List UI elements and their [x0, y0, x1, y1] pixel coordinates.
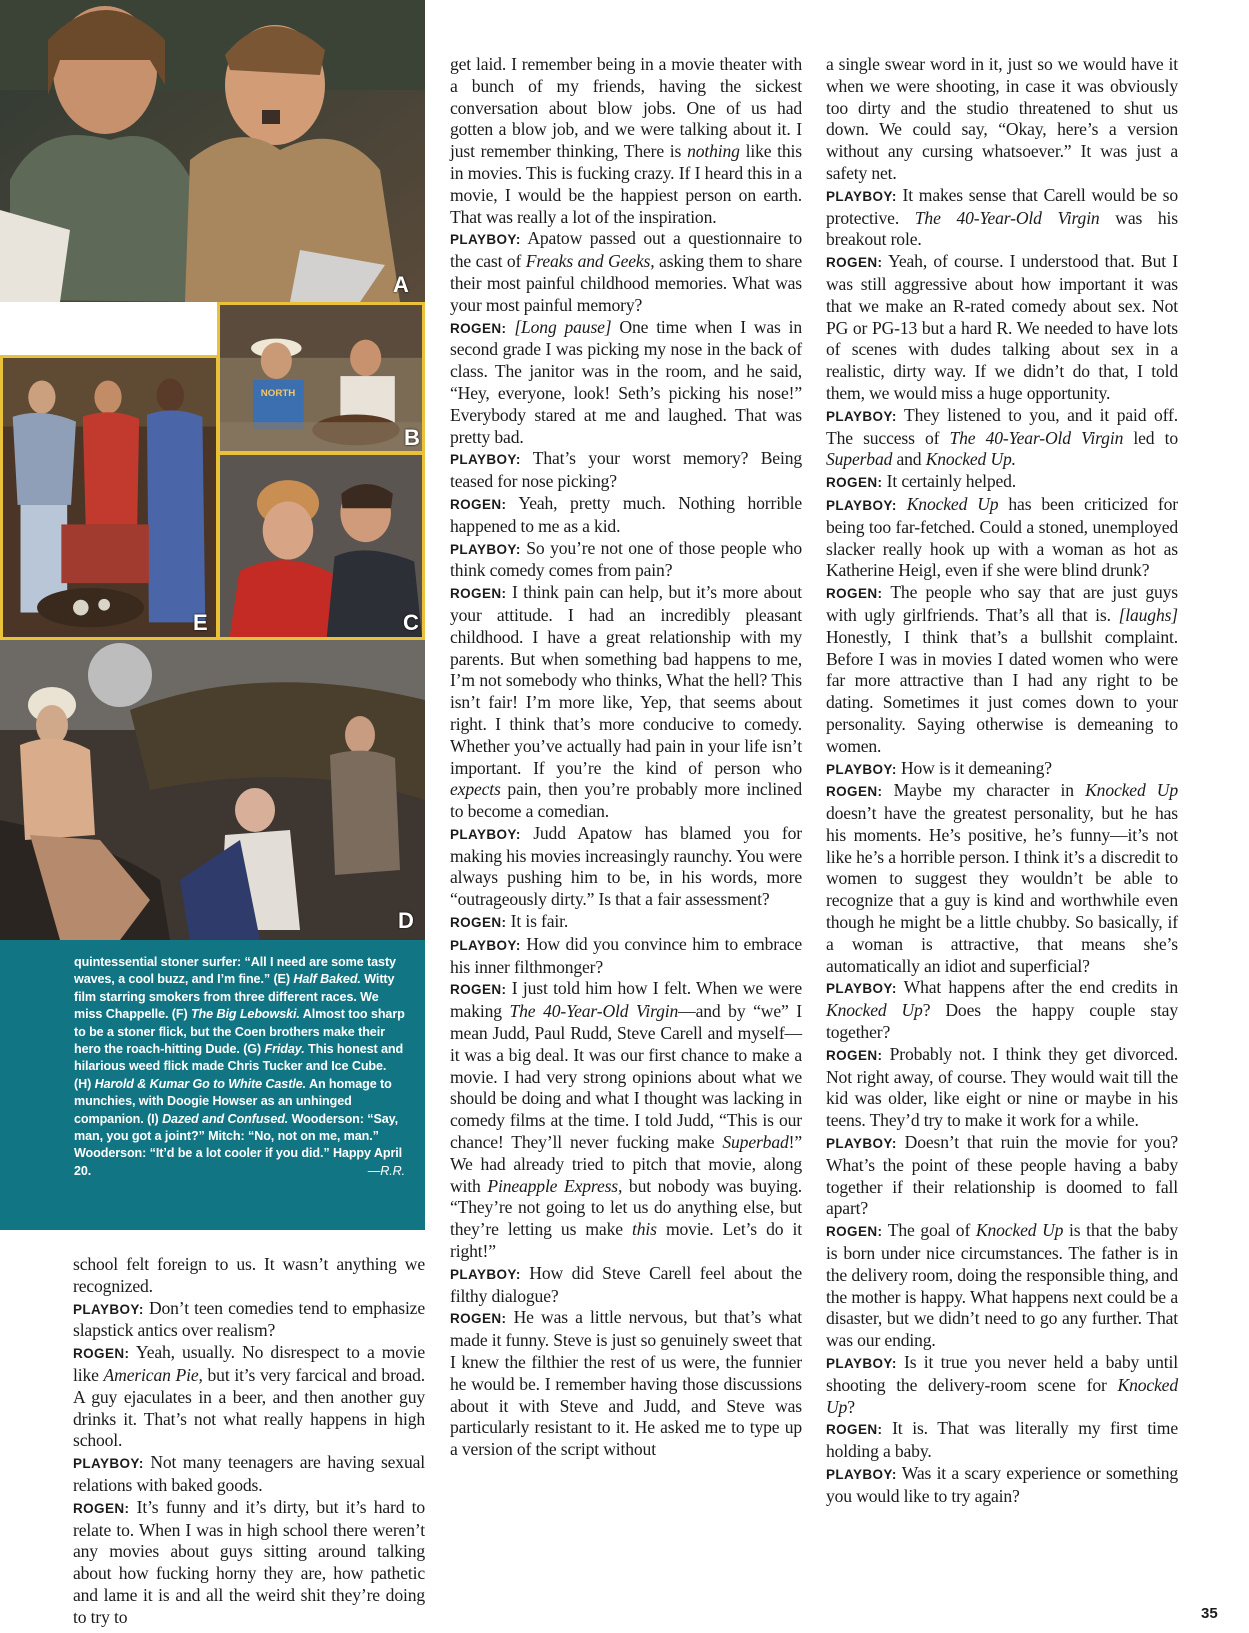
- col2-answer: [450, 1307, 802, 1461]
- speaker-playboy: PLAYBOY:: [826, 188, 897, 204]
- stage-direction: [laughs]: [1118, 604, 1178, 625]
- speaker-rogen: ROGEN:: [450, 496, 507, 512]
- answer-text: is that the baby is born under nice circumstances. The father is in the delivery room, doing the responsible thing, and the mother is happy. What happens next could be a disaster, but we didn’t need to go any further. That was our ending.: [826, 1220, 1178, 1351]
- question-text: has been criticized for being too far-fetched. Could a stoned, unemployed slacker really hook up with a woman as hot as Katherine Heigl, even if she were blind drunk?: [826, 493, 1178, 581]
- photo-e: [0, 355, 219, 640]
- body-text: like this in movies. This is fucking crazy. If I heard this in a movie, I would be the happiest person on earth. That was really a lot of the inspiration.: [450, 141, 802, 227]
- col3-answer: [826, 471, 1178, 494]
- film-title: The 40-Year-Old Virgin: [509, 1001, 679, 1022]
- question-text: was his breakout role.: [826, 207, 1178, 250]
- column-2: [450, 54, 802, 1461]
- speaker-playboy: PLAYBOY:: [826, 1467, 897, 1482]
- col3-answer: [826, 1418, 1178, 1463]
- speaker-rogen: ROGEN:: [73, 1346, 130, 1362]
- question-text: What happens after the end credits in: [896, 977, 1178, 998]
- speaker-playboy: PLAYBOY:: [450, 232, 521, 248]
- col3-question: [826, 758, 1178, 781]
- photo-label-d: D: [398, 908, 414, 933]
- sidebar-title-f: The Big Lebowski.: [190, 1007, 300, 1022]
- answer-text: Honestly, I think that’s a bullshit complaint. Before I was in movies I dated women who were far more attractive than I had any right to be dating. Sometimes it just comes down to your personality. Saying otherwise is demeaning to women.: [826, 626, 1178, 756]
- answer-text: Yeah, usually. No disrespect to a movie like: [73, 1342, 425, 1385]
- col1-paragraph: school felt foreign to us. It wasn’t anything we recognized.: [73, 1254, 425, 1296]
- speaker-rogen: ROGEN:: [826, 586, 883, 602]
- sidebar-title-g: Friday.: [264, 1042, 305, 1057]
- column-3: [826, 54, 1178, 1508]
- photo-b: [217, 302, 425, 454]
- answer-text: I think pain can help, but it’s more about your attitude. I had an incredibly pleasant childhood. I have a great relationship with my parents. But when something bad happens to me, I’m not somebody who thinks, What the hell? This isn’t fair! I’m more like, Yep, that seems about right. I think that’s more conducive to comedy. Whether you’ve actually had pain in your life isn’t important. If you’re the kind of person who: [450, 582, 802, 778]
- speaker-playboy: PLAYBOY:: [450, 1266, 521, 1282]
- col2-answer: [450, 911, 802, 934]
- speaker-rogen: ROGEN:: [450, 1311, 507, 1327]
- question-text: So you’re not one of those people who think comedy comes from pain?: [450, 537, 802, 581]
- answer-text: doesn’t have the greatest personality, but he has his moments. He’s positive, he’s funny—it’s not like he’s a horrible person. I think it’s a discredit to women to suggest they wouldn’t be able to recognize that a guy is kind and worthwhile even though he might be a little chubby. So basically, if a woman is attractive, that means she’s automatically an idiot and superficial?: [826, 803, 1178, 976]
- question-text: How did you convince him to embrace his inner filthmonger?: [450, 933, 802, 977]
- answer-text: The goal of: [882, 1220, 976, 1241]
- question-text: Not many teenagers are having sexual relations with baked goods.: [73, 1452, 425, 1495]
- photo-label-a: A: [393, 272, 409, 297]
- film-title: The 40-Year-Old Virgin: [914, 207, 1100, 228]
- speaker-playboy: PLAYBOY:: [826, 408, 897, 424]
- col1-answer: [73, 1342, 425, 1452]
- sidebar-signature: —R.R.: [367, 1163, 405, 1178]
- col3-paragraph: a single swear word in it, just so we would have it when we were shooting, in case it was obviously too dirty and the studio threatened to shut us down. We could say, “Okay, here’s a version without any cursing whatsoever.” It was just a safety net.: [826, 54, 1178, 183]
- speaker-rogen: ROGEN:: [826, 784, 883, 800]
- col1-answer: [73, 1497, 425, 1629]
- answer-text: The people who say that are just guys with ugly girlfriends. That’s all that is.: [826, 582, 1178, 625]
- film-title: Superbad: [826, 449, 893, 470]
- question-text: How is it demeaning?: [896, 757, 1052, 778]
- sidebar-title-h: Harold & Kumar Go to White Castle.: [94, 1076, 307, 1091]
- answer-text: It’s funny and it’s dirty, but it’s hard to relate to. When I was in high school there weren’t any movies about guys sitting around talking about how fucking horny they are, how pathetic and lame it is and all the weird shit they’re doing to try to: [73, 1496, 425, 1627]
- col2-question: [450, 228, 802, 316]
- col2-paragraph: [450, 54, 802, 228]
- stage-direction: [Long pause]: [514, 316, 612, 337]
- question-text: asking them to share their most painful childhood memories. What was your most painful memory?: [450, 251, 802, 315]
- film-title: Knocked Up: [906, 493, 999, 514]
- emphasis: nothing: [687, 141, 740, 162]
- question-text: Is it true you never held a baby until shooting the delivery-room scene for: [826, 1352, 1178, 1395]
- film-title: The 40-Year-Old Virgin: [949, 427, 1124, 448]
- photo-d: [0, 640, 425, 940]
- col1-question: [73, 1298, 425, 1343]
- col2-question: [450, 934, 802, 979]
- col3-question: [826, 405, 1178, 471]
- col3-answer: [826, 582, 1178, 757]
- photo-label-b: B: [404, 425, 420, 450]
- photo-c: [217, 452, 425, 640]
- question-text: Apatow passed out a questionnaire to the cast of: [450, 228, 802, 272]
- answer-text: It is fair.: [506, 911, 569, 932]
- col2-answer: [450, 493, 802, 538]
- question-text: Don’t teen comedies tend to emphasize slapstick antics over realism?: [73, 1297, 425, 1341]
- speaker-playboy: PLAYBOY:: [450, 826, 521, 842]
- question-text: Judd Apatow has blamed you for making his movies increasingly raunchy. You were always pushing him to be, in his words, more “outrageously dirty.” Is that a fair assessment?: [450, 822, 802, 910]
- col3-answer: [826, 251, 1178, 405]
- speaker-rogen: ROGEN:: [450, 586, 507, 602]
- col3-question: [826, 1352, 1178, 1418]
- col2-question: [450, 823, 802, 911]
- emphasis: this: [632, 1219, 657, 1240]
- col3-question: [826, 494, 1178, 582]
- answer-text: !” We had already tried to pitch that movie, along with: [450, 1132, 802, 1196]
- speaker-playboy: PLAYBOY:: [73, 1301, 144, 1317]
- sidebar-title-i: Dazed and Confused.: [162, 1111, 289, 1126]
- col2-answer: [450, 317, 802, 449]
- col2-question: [450, 448, 802, 493]
- photo-a: [0, 0, 425, 302]
- photo-label-e: E: [193, 610, 208, 635]
- caption-sidebar: [0, 940, 425, 1230]
- col2-answer: [450, 978, 802, 1262]
- speaker-rogen: ROGEN:: [826, 475, 883, 491]
- question-text: Doesn’t that ruin the movie for you? What’s the point of these people having a baby together if their relationship is doomed to fall apart?: [826, 1132, 1178, 1219]
- col2-question: [450, 538, 802, 583]
- sidebar-title-e: Half Baked.: [293, 972, 361, 987]
- speaker-playboy: PLAYBOY:: [450, 541, 521, 557]
- answer-text: Yeah, pretty much. Nothing horrible happened to me as a kid.: [450, 492, 802, 536]
- speaker-playboy: PLAYBOY:: [450, 937, 521, 953]
- speaker-playboy: PLAYBOY:: [826, 1136, 897, 1152]
- emphasis: expects: [450, 779, 501, 800]
- col2-question: [450, 1263, 802, 1308]
- col3-answer: [826, 1220, 1178, 1352]
- speaker-rogen: ROGEN:: [450, 915, 507, 931]
- question-text: It makes sense that Carell would be so protective.: [826, 184, 1178, 228]
- question-text: ?: [847, 1396, 855, 1417]
- b-shirt-text: NORTH: [260, 388, 296, 400]
- col3-question: [826, 1463, 1178, 1508]
- col2-answer: [450, 582, 802, 823]
- answer-text: —and by “we” I mean Judd, Paul Rudd, Steve Carell and myself—it was a big deal. It was our first chance to make a movie. I had very strong opinions about what we should be doing and what I thought was lacking in comedy films at the time. I told Judd, “This is our chance! They’ll never fucking make: [450, 1001, 802, 1153]
- answer-text: but it’s very farcical and broad. A guy ejaculates in a beer, and then another guy drinks it. That’s not what really happens in high school.: [73, 1364, 425, 1451]
- sidebar-text-2: Witty film starring smokers from three different races. We miss Chappelle. (F): [74, 972, 395, 1022]
- sidebar-text-6: Wooderson: “Say, man, you got a joint?” Mitch: “No, not on me, man.” Wooderson: “It’d be a lot cooler if you did.” Happy April 20.: [74, 1111, 403, 1178]
- answer-text: but nobody was buying. “They’re not going to let us do anything else, but they’re letting us make: [450, 1175, 802, 1240]
- film-title: Superbad: [722, 1132, 789, 1153]
- speaker-rogen: ROGEN:: [826, 1047, 883, 1063]
- speaker-rogen: ROGEN:: [450, 320, 507, 336]
- col3-answer: [826, 780, 1178, 977]
- speaker-rogen: ROGEN:: [826, 255, 883, 271]
- body-text: get laid. I remember being in a movie theater with a bunch of my friends, having the sickest conversation about blow jobs. One of us had gotten a blow job, and we were talking about it. I just remember thinking, There is: [450, 54, 802, 162]
- speaker-playboy: PLAYBOY:: [826, 497, 897, 513]
- speaker-rogen: ROGEN:: [450, 982, 507, 998]
- answer-text: I just told him how I felt. When we were making: [450, 978, 802, 1022]
- question-text: They listened to you, and it paid off. The success of: [826, 404, 1178, 448]
- film-title: Knocked Up: [975, 1220, 1064, 1241]
- speaker-playboy: PLAYBOY:: [73, 1456, 144, 1472]
- col3-answer: [826, 1044, 1178, 1132]
- question-text: ? Does the happy couple stay together?: [826, 1000, 1178, 1043]
- answer-text: Probably not. I think they get divorced. Not right away, of course. They would wait till the kid was older, like eight or nine or maybe in his teens. They’d try to make it work for a while.: [826, 1043, 1178, 1131]
- film-title: American Pie,: [103, 1364, 203, 1385]
- film-title: Knocked Up: [826, 1000, 923, 1021]
- film-title: Knocked Up.: [925, 449, 1016, 470]
- film-title: Freaks and Geeks,: [525, 251, 655, 272]
- answer-text: It certainly helped.: [882, 471, 1017, 492]
- page-number: 35: [1201, 1605, 1218, 1622]
- question-text: and: [892, 449, 926, 470]
- photo-label-c: C: [403, 610, 419, 635]
- speaker-rogen: ROGEN:: [826, 1422, 883, 1438]
- col3-question: [826, 1132, 1178, 1220]
- film-title: Pineapple Express,: [487, 1175, 623, 1196]
- sidebar-text-1: quintessential stoner surfer: “All I need are some tasty waves, a cool buzz, and I’m fine.” (E): [74, 955, 396, 987]
- speaker-rogen: ROGEN:: [826, 1224, 883, 1240]
- speaker-playboy: PLAYBOY:: [826, 761, 897, 777]
- speaker-playboy: PLAYBOY:: [826, 981, 897, 997]
- speaker-rogen: ROGEN:: [73, 1500, 130, 1516]
- sidebar-text-5: An homage to munchies, with Doogie Howser as an unhinged companion. (I): [74, 1076, 392, 1126]
- answer-text: movie. Let’s do it right!”: [450, 1219, 803, 1262]
- speaker-playboy: PLAYBOY:: [826, 1356, 897, 1372]
- answer-text: He was a little nervous, but that’s what made it funny. Steve is just so genuinely sweet that I knew the filthier the rest of us were, the funnier he would be. I remember having those discussions about it with Steve and Judd, and Steve was particularly resistant to it. He asked me to type up a version of the script without: [450, 1307, 802, 1460]
- answer-text: One time when I was in second grade I was picking my nose in the back of class. The janitor was in the room, and he said, “Hey, everyone, look! Seth’s picking his nose!” Everybody stared at me and laughed. That was pretty bad.: [450, 316, 803, 447]
- column-1: [73, 1254, 425, 1629]
- film-title: Knocked Up: [1085, 780, 1178, 801]
- question-text: That’s your worst memory? Being teased for nose picking?: [450, 448, 802, 492]
- sidebar-text-4: This honest and hilarious weed flick made Chris Tucker and Ice Cube. (H): [74, 1042, 404, 1091]
- film-title: Knocked Up: [826, 1374, 1178, 1417]
- answer-text: It is. That was literally my first time holding a baby.: [826, 1418, 1178, 1462]
- question-text: How did Steve Carell feel about the filthy dialogue?: [450, 1262, 802, 1306]
- speaker-playboy: PLAYBOY:: [450, 452, 521, 468]
- col3-question: [826, 977, 1178, 1043]
- col3-question: [826, 185, 1178, 251]
- col1-question: [73, 1452, 425, 1497]
- answer-text: Yeah, of course. I understood that. But I was still aggressive about how important it was that we make an R-rated comedy about sex. Not PG or PG-13 but a hard R. We needed to have lots of scenes with dudes talking about sex in a realistic, dirty way. If we didn’t do that, I told them, we would miss a huge opportunity.: [826, 251, 1178, 403]
- question-text: led to: [1123, 427, 1178, 448]
- answer-text: Maybe my character in: [882, 780, 1086, 801]
- answer-text: pain, then you’re probably more inclined to become a comedian.: [450, 779, 802, 822]
- sidebar-text-3: Almost too sharp to be a stoner flick, but the Coen brothers make their hero the roach-hitting Dude. (G): [74, 1007, 405, 1057]
- question-text: Was it a scary experience or something you would like to try again?: [826, 1463, 1178, 1506]
